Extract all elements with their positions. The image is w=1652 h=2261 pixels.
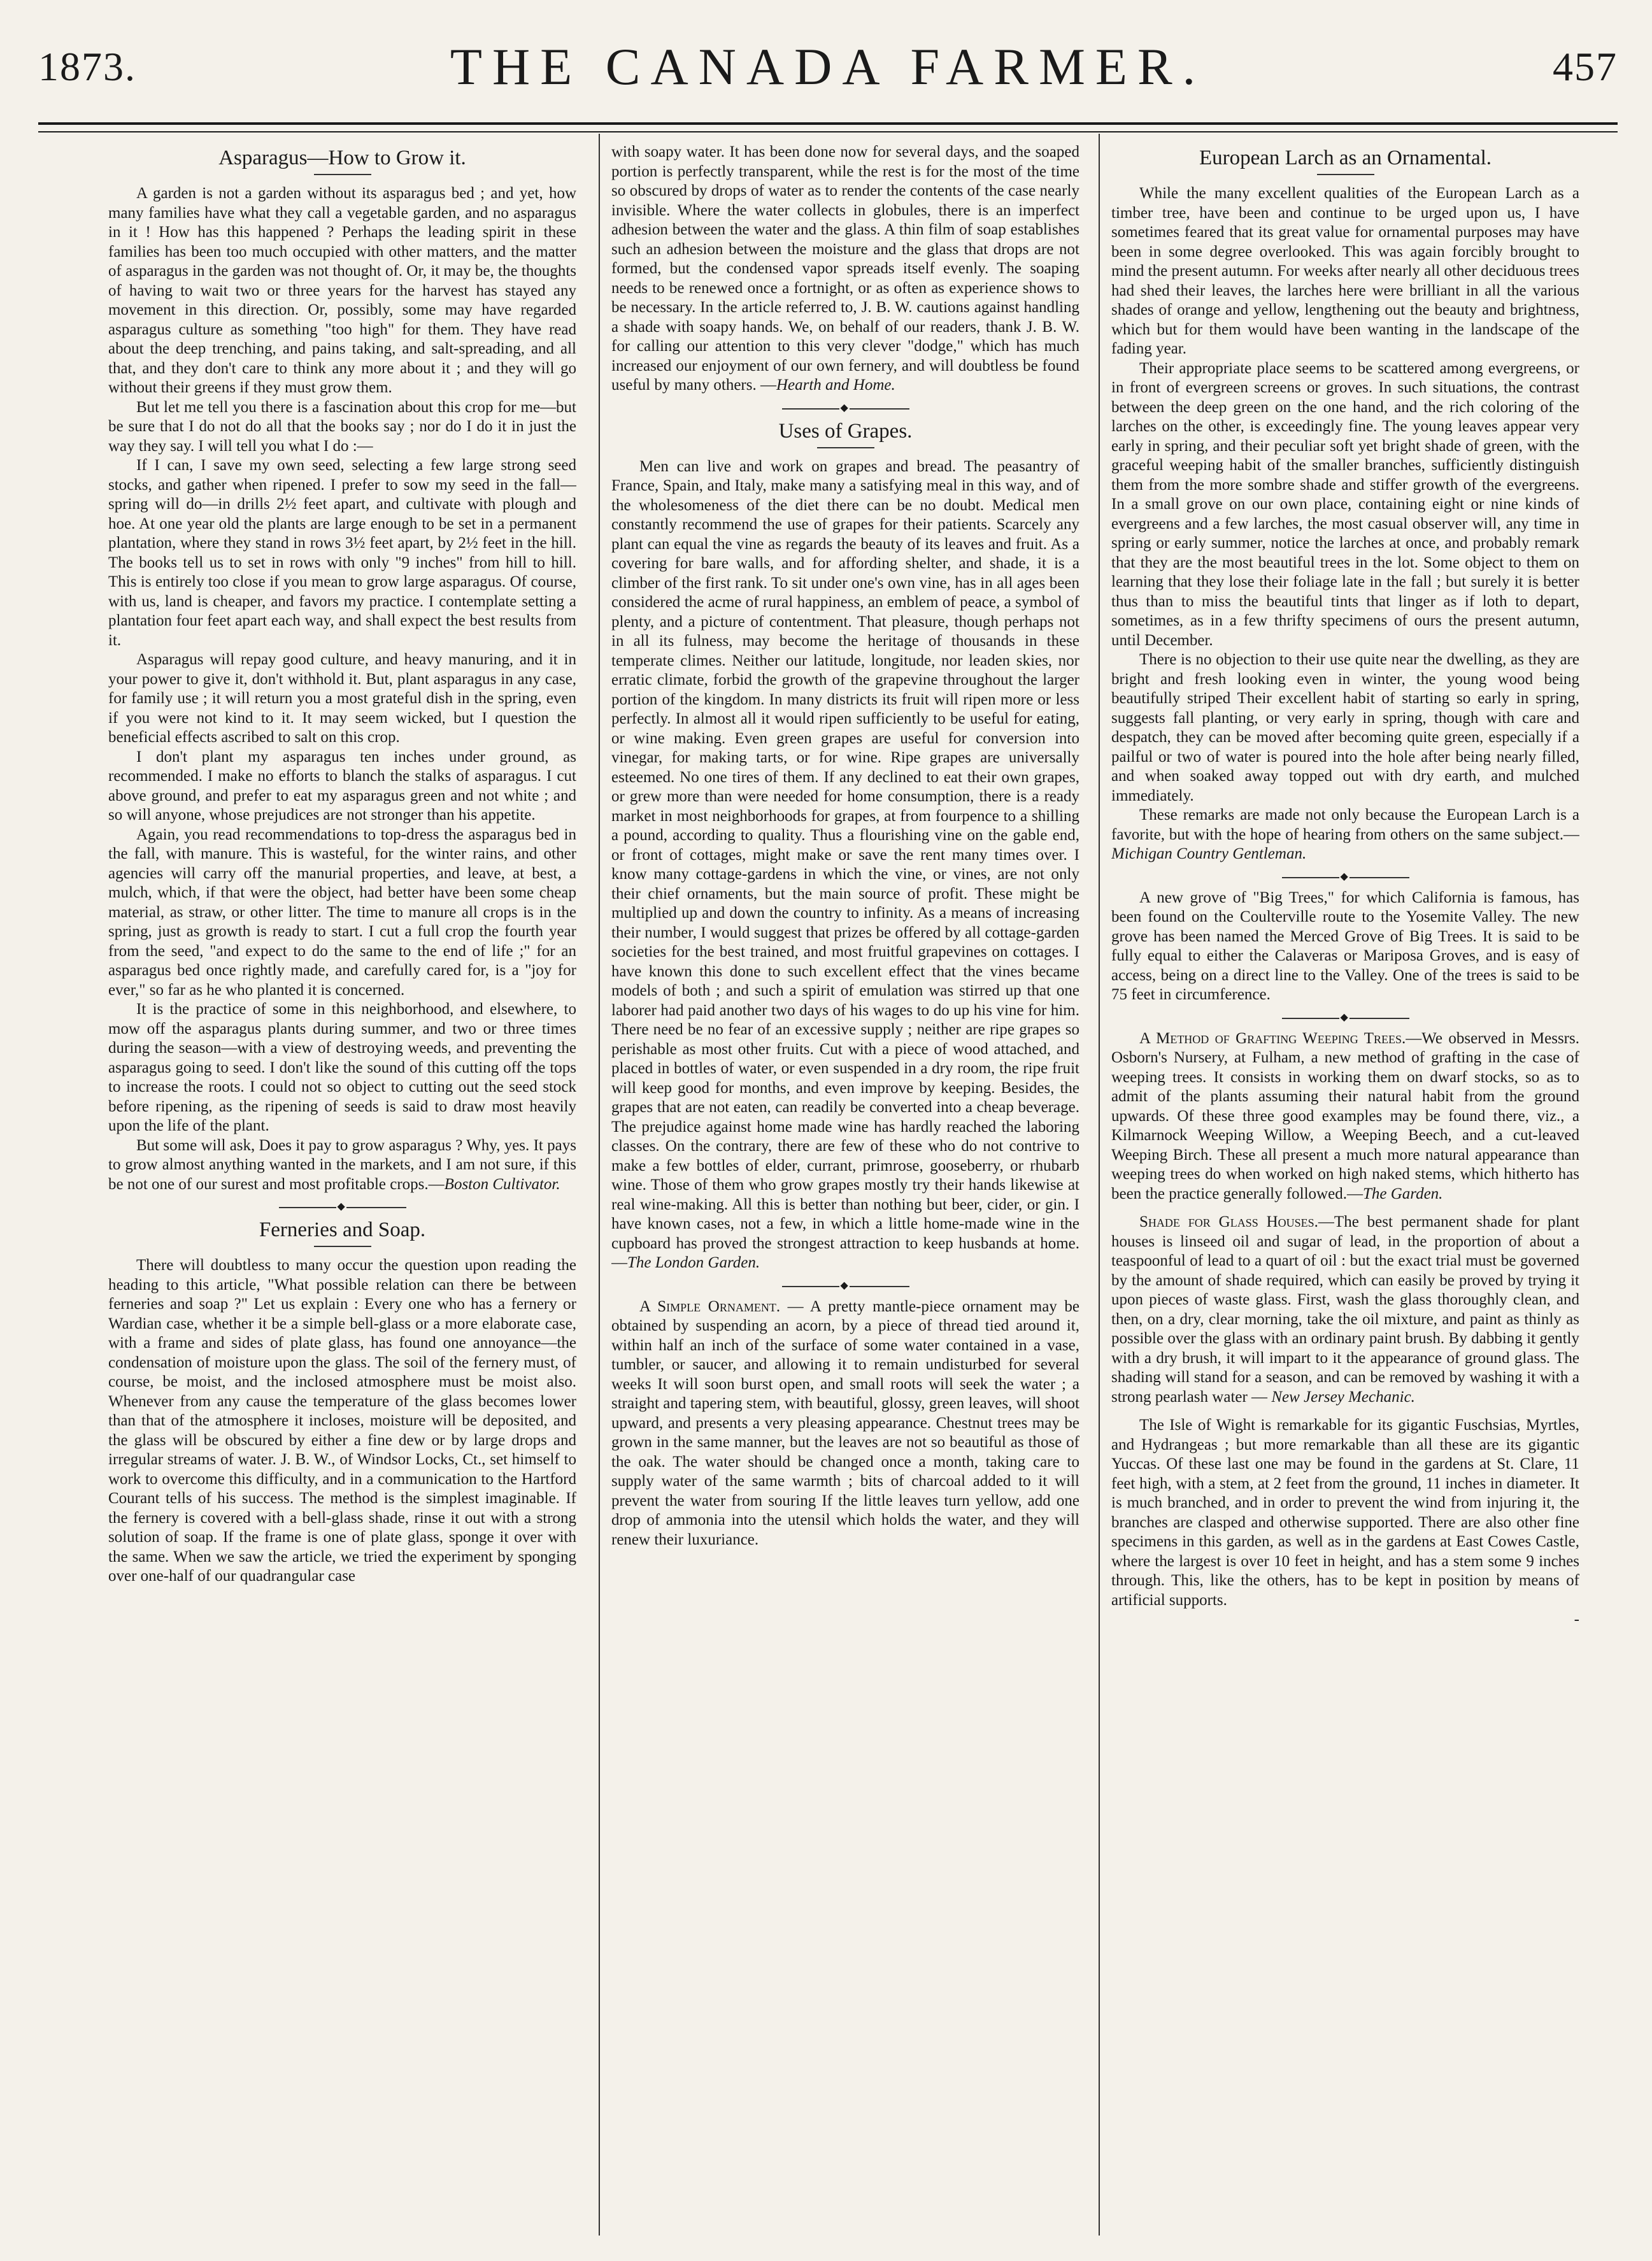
article-grapes <box>611 420 1079 1273</box>
paragraph-text: These remarks are made not only because the European Larch is a favorite, but with the hope of hearing from others on the same subject.— <box>1111 806 1579 843</box>
column-3 <box>1111 143 1579 2238</box>
paragraph-lead: A Method of Grafting Weeping Trees. <box>1139 1029 1406 1047</box>
paragraph: Asparagus will repay good culture, and heavy manuring, and it in your power to give it, don't withhold it. But, plant asparagus in any case, for family use ; it will return you a most grateful dish in the spring, even if you were not kind to it. It may seem wicked, but I question the beneficial effects ascribed to salt on this crop. <box>108 651 576 746</box>
paragraph: Again, you read recommendations to top-dress the asparagus bed in the fall, with manure. This is wasteful, for the winter rains, and other agencies will carry off the manurial properties, and leave, at best, a mulch, which, if that were the object, had better have been some cheap material, as straw, or other litter. The time to manure all crops is in the spring, just as growth is ready to start. I cut a full crop the fourth year from the seed, "and expect to do the same to the end of life ;" for an asparagus bed once rightly made, and carefully cared for, is a "joy for ever," so far as he who planted it is concerned. <box>108 825 576 999</box>
end-mark: - <box>1574 1611 1579 1628</box>
column-2 <box>611 143 1079 2238</box>
article-source: Michigan Country Gentleman. <box>1111 845 1307 862</box>
title-rule <box>314 1246 371 1247</box>
article-title: Asparagus—How to Grow it. <box>218 146 466 169</box>
section-separator <box>782 408 909 410</box>
paragraph <box>611 457 1079 1273</box>
title-rule <box>817 447 874 448</box>
paragraph <box>1111 806 1579 864</box>
article-ornament <box>611 1297 1079 1550</box>
paragraph <box>611 1297 1079 1550</box>
paragraph-text: —The best permanent shade for plant houses is linseed oil and sugar of lead, in the proportion of about a teaspoonful of lead to a quart of oil : but the exact trial must be governed by the amount of shade required, which can easily be proved by trying it upon pieces of waste glass. First, wash the glass thoroughly clean, and then, on a dry, clear morning, take the oil mixture, and paint as thinly as possible over the glass with an ordinary paint brush. By dabbing it gently with a dry brush, it will impart to it the appearance of ground glass. The shading will stand for a season, and can be removed by washing it with a strong pearlash water — <box>1111 1213 1579 1406</box>
section-separator <box>279 1207 406 1208</box>
paragraph <box>1111 1213 1579 1407</box>
paragraph: There will doubtless to many occur the question upon reading the heading to this article, "What possible relation can there be between ferneries and soap ?" Let us explain : Every one who has a fernery or Wardian case, whether it be a simple bell-glass or a more elaborate case, with a frame and sides of plate glass, has found one annoyance—the condensation of moisture upon the glass. The soil of the fernery must, of course, be moist, and the inclosed atmosphere must be moist also. Whenever from any cause the temperature of the glass becomes lower than that of the atmosphere it incloses, moisture will be deposited, and the glass will be obscured by either a fine dew or by large drops and irregular streams of water. J. B. W., of Windsor Locks, Ct., set himself to work to overcome this difficulty, and in a communication to the Hartford Courant tells of his success. The method is the simplest imaginable. If the fernery is covered with a bell-glass shade, rinse it out with a strong solution of soap. If the frame is one of plate glass, sponge it over with the same. When we saw the article, we tried the experiment by sponging over one-half of our quadrangular case <box>108 1257 576 1585</box>
paragraph-lead: Shade for Glass Houses. <box>1139 1213 1318 1230</box>
paragraph-text: Men can live and work on grapes and bread. The peasantry of France, Spain, and Italy, make many a satisfying meal in this way, and of the wholesomeness of the diet there can be no doubt. Medical men constantly recommend the use of grapes for their patients. Scarcely any plant can equal the vine as regards the beauty of its leaves and fruit. As a covering for bare walls, and for affording shelter, and shade, it is a climber of the first rank. To sit under one's own vine, has in all ages been considered the acme of rural happiness, an emblem of peace, a symbol of plenty, and a picture of contentment. That pleasure, though perhaps not in all its fulness, may become the heritage of thousands in these temperate climes. Neither our latitude, longitude, nor leaden skies, nor erratic climate, forbid the growth of the grapevine throughout the larger portion of the kingdom. In many districts its fruit will ripen more or less perfectly. In almost all it would ripen sufficiently to be useful for eating, or wine making. Even green grapes are useful for conversion into vinegar, for making tarts, or for wine. Ripe grapes are universally esteemed. No one tires of them. If any declined to eat their own grapes, or grew more than were needed for home consumption, there is a ready market in most neighborhoods for grapes, at from fourpence to a shilling a pound, according to quality. Thus a flourishing vine on the gable end, or front of cottages, might make or save the rent many times over. I know many cottage-gardens in which the vine, or vines, are not only their chief ornaments, but the main source of profit. These might be multiplied up and down the country to infinity. As a means of increasing their number, I would suggest that prizes be offered by all cottage-garden societies for the best trained, and most fruitful grapevines on cottages. I have known this done to such excellent effect that the vines became models of both ; and such a spirit of emulation was stirred up that one laborer had paid another two days of his wages to do up his vine for him. There need be no fear of an excessive supply ; neither are ripe grapes so perishable as most other fruits. Cut with a piece of wood attached, and placed in bottles of water, or even suspended in a dry room, the ripe fruit will keep good for months, and even improve by keeping. Besides, the grapes that are not eaten, can readily be converted into a cheap beverage. The prejudice against home made wine has hardly reached the laboring classes. On the contrary, there are few of these who do not contrive to make a few bottles of elder, currant, primrose, gooseberry, or rhubarb wine. Those of them who grow grapes mostly try their hands likewise at real wine-making. All this is better than nothing but beer, cider, or gin. I have known cases, not a few, in which a little home-made wine in the cupboard has proved the strongest attraction to keep husbands at home.— <box>611 457 1079 1271</box>
paragraph-text: — A pretty mantle-piece ornament may be obtained by suspending an acorn, by a piece of thread tied around it, within half an inch of the surface of some water contained in a vase, tumbler, or saucer, and allowing it to remain undisturbed for several weeks It will soon burst open, and small roots will seek the water ; a straight and tapering stem, with beautiful, glossy, green leaves, will shoot upward, and presents a very pleasing appearance. Chestnut trees may be grown in the same manner, but the leaves are not so beautiful as those of the oak. The water should be changed once a month, taking care to supply water of the same warmth ; bits of charcoal added to it will prevent the water from souring If the little leaves turn yellow, add one drop of ammonia into the utensil which holds the water, and they will renew their luxuriance. <box>611 1297 1079 1548</box>
paragraph: It is the practice of some in this neighborhood, and elsewhere, to mow off the asparagus plants during summer, and two or three times during the season—with a view of destroying weeds, and preventing the asparagus going to seed. I don't like the sound of this cutting off the tops to increase the roots. I could not so object to cutting out the seed stock before ripening, as the ripening of seeds is said to draw most heavily upon the life of the plant. <box>108 1001 576 1134</box>
paragraph: The Isle of Wight is remarkable for its gigantic Fuschsias, Myrtles, and Hydrangeas ; but more remarkable than all these are its gigantic Yuccas. Of these last one may be found in the gardens at St. Clare, 11 feet high, with a stem, at 2 feet from the ground, 11 inches in diameter. It is much branched, and in order to prevent the wind from injuring it, the branches are clasped and otherwise supported. There are also other fine specimens in this garden, as well as in the gardens at East Cowes Castle, where the largest is over 10 feet in height, and has a stem some 9 inches through. This, like the others, has to be kept in position by means of artificial supports. <box>1111 1416 1579 1609</box>
article-title: European Larch as an Ornamental. <box>1199 146 1492 169</box>
article-title: Ferneries and Soap. <box>259 1218 426 1241</box>
title-rule <box>314 174 371 175</box>
article-asparagus <box>108 146 576 1194</box>
paragraph-text: But some will ask, Does it pay to grow asparagus ? Why, yes. It pays to grow almost anything wanted in the markets, and I am not sure, if this be not one of our surest and most profitable crops.— <box>108 1136 576 1193</box>
page-number: 457 <box>1553 44 1618 89</box>
header-rule <box>38 122 1618 132</box>
paragraph: There is no objection to their use quite near the dwelling, as they are bright and fresh looking even in winter, the young wood being beautifully striped Their excellent habit of starting so early in spring, suggests fall planting, or very early in spring, though with care and despatch, they can be moved after becoming quite green, especially if a pailful or two of water is poured into the hole after being nearly filled, and when soaked away topped out with dry earth, and mulched immediately. <box>1111 651 1579 804</box>
paragraph-text: —We observed in Messrs. Osborn's Nursery, at Fulham, a new method of grafting in the case of weeping trees. It consists in working them on dwarf stocks, so as to admit of the plants assuming their natural habit from the ground upwards. Of these three good examples may be found there, viz., a Kilmarnock Weeping Willow, a Weeping Beech, and a cut-leaved Weeping Birch. These all present a much more natural appearance than weeping trees do when worked on high naked stems, which hitherto has been the practice generally followed.— <box>1111 1029 1579 1202</box>
article-ferneries <box>108 1218 576 1587</box>
paragraph: Their appropriate place seems to be scattered among evergreens, or in front of evergreen screens or groves. In such situations, the contrast between the deep green on the one hand, and the rich coloring of the larches on the other, is exceedingly fine. The young leaves appear very early in spring, and their peculiar soft yet bright shade of green, with the graceful weeping habit of the smaller branches, sufficiently distinguish them from the more sombre shade and stiffer growth of the evergreens. In a small grove on our own place, containing eight or nine kinds of evergreens and a few larches, the most casual observer will, any time in spring or early summer, notice the larches at once, and probably remark that they are the most beautiful trees in the lot. Some object to them on learning that they lose their foliage late in the fall ; but surely it is better thus than to miss the beautiful tints that linger as if loth to depart, sometimes, as in a few thrifty specimens of ours the present autumn, until December. <box>1111 359 1579 649</box>
paragraph: But let me tell you there is a fascination about this crop for me—but be sure that I do not do all that the books say ; nor do I do it in just the way they say. I will tell you what I do :— <box>108 398 576 455</box>
article-larch <box>1111 146 1579 864</box>
paragraph-lead: A Simple Ornament. <box>639 1297 781 1315</box>
article-source: Boston Cultivator. <box>444 1175 560 1193</box>
paragraph-text: with soapy water. It has been done now for several days, and the soaped portion is perfectly transparent, while the rest is for the most of the time so obscured by drops of water as to render the contents of the case nearly invisible. Where the water collects in globules, there is an imperfect adhesion between the water and the glass. A thin film of soap establishes such an adhesion between the moisture and the glass that drops are not formed, but the condensed vapor spreads itself evenly. The soaping needs to be renewed once a fortnight, or as often as experience shows to be necessary. In the article referred to, J. B. W. cautions against handling a shade with soapy hands. We, on behalf of our readers, thank J. B. W. for calling our attention to this very clever "dodge," which has much increased our enjoyment of our own fernery, and will doubtless be found useful by many others. — <box>611 143 1079 394</box>
article-source: Hearth and Home. <box>776 376 895 394</box>
paragraph: I don't plant my asparagus ten inches under ground, as recommended. I make no efforts to blanch the stalks of asparagus. I cut above ground, and prefer to eat my asparagus green and not white ; and so will anyone, whose prejudices are not stronger than his appetite. <box>108 748 576 824</box>
newspaper-title: THE CANADA FARMER. <box>450 38 1206 96</box>
paragraph <box>108 1136 576 1195</box>
article-source: The Garden. <box>1362 1185 1443 1202</box>
paragraph: If I can, I save my own seed, selecting a few large strong seed stocks, and gather when ripened. I prefer to sow my seed in the fall—spring will do—in drills 2½ feet apart, and cultivate with plough and hoe. At one year old the plants are large enough to be set in a permanent plantation, where they stand in rows 3½ feet apart, by 2½ feet in the hill. The books tell us to set in rows with only "9 inches" from hill to hill. This is entirely too close if you mean to grow large asparagus. Of course, with us, land is cheaper, and favors my practice. I contemplate setting a plantation four feet apart each way, and shall expect the best results from it. <box>108 457 576 649</box>
paragraph: A garden is not a garden without its asparagus bed ; and yet, how many families have what they call a vegetable garden, and no asparagus in it ! How has this happened ? Perhaps the leading spirit in these families has been too much occupied with other matters, and the matter of asparagus in the garden was not thought of. Or, it may be, the thoughts of having to wait two or three years for the harvest has stayed any movement in this direction. Or, possibly, some may have regarded asparagus culture as something "too high" for them. They have read about the deep trenching, and pains taking, and salt-spreading, and all that, and they don't care to think any more about it ; and they will go without their greens if they must grow them. <box>108 185 576 396</box>
article-source: New Jersey Mechanic. <box>1271 1388 1415 1406</box>
column-divider <box>599 134 600 2236</box>
column-1 <box>108 143 576 2238</box>
paragraph: A new grove of "Big Trees," for which California is famous, has been found on the Coulterville route to the Yosemite Valley. The new grove has been named the Merced Grove of Big Trees. It is said to be fully equal to either the Calaveras or Mariposa Groves, and is easy of access, being on a direct line to the Valley. One of the trees is said to be 75 feet in circumference. <box>1111 888 1579 1003</box>
masthead <box>38 18 1618 120</box>
section-separator <box>1282 877 1409 878</box>
article-source: The London Garden. <box>627 1254 760 1271</box>
title-rule <box>1317 174 1374 175</box>
section-separator <box>782 1286 909 1287</box>
paragraph <box>1111 1029 1579 1204</box>
section-separator <box>1282 1018 1409 1019</box>
paragraph: While the many excellent qualities of the European Larch as a timber tree, have been and continue to be urged upon us, I have sometimes feared that its great value for ornamental purposes may have been in some degree overlooked. This was again forcibly brought to mind the present autumn. For weeks after nearly all other deciduous trees had shed their leaves, the larches here were brilliant in all the various shades of orange and yellow, lengthening out the beauty and brightness, which but for them would have been wanting in the landscape of the fading year. <box>1111 185 1579 357</box>
article-title: Uses of Grapes. <box>778 419 913 443</box>
column-divider <box>1099 134 1100 2236</box>
paragraph <box>611 143 1079 396</box>
header-year: 1873. <box>38 44 136 89</box>
